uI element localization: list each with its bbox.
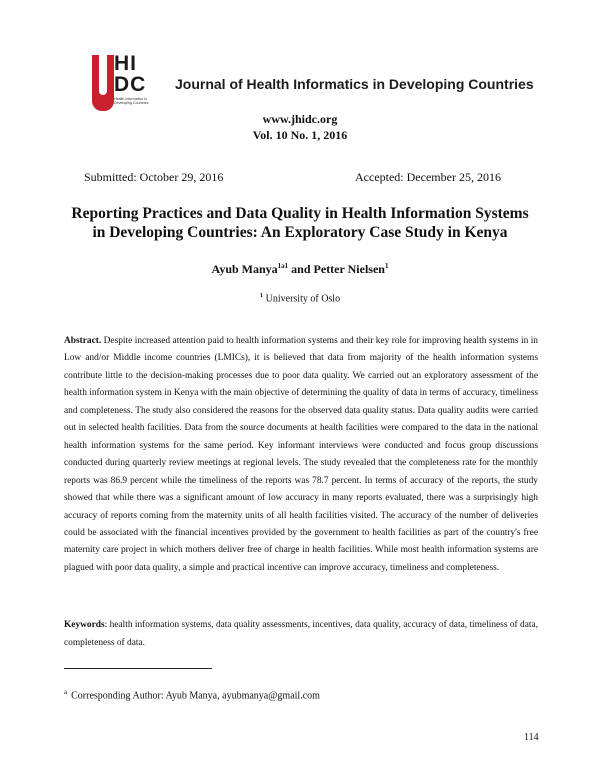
abstract-text: Despite increased attention paid to health information systems and their key role for improving health systems in in Low and/or Middle income countries (LMICs), it is believed that data from majority of the health information systems contribute little to the decision-making processes due to poor data quality. We carried out an exploratory assessment of the health information system in Kenya with the main objective of determining the quality of data in terms of accuracy, timeliness and completeness. The study also considered the reasons for the observed data quality status. Data quality audits were carried out in selected health facilities. Data from the source documents at health facilities were compared to the data in the national health information systems for the same period. Key informant interviews were conducted and focus group discussions conducted during quarterly review meetings at regional levels. The study revealed that the completeness rate for the monthly reports was 86.9 percent while the timeliness of the reports was 78.7 percent. In terms of accuracy of the reports, the study showed that while there was a significant amount of low accuracy in many reports evaluated, there was a surprisingly high accuracy of reports coming from the maternity units of all health facilities visited. The accuracy of the number of deliveries could be associated with the financial incentives provided by the government to health facilities as part of the country's free maternity care project in which mothers deliver free of charge in health facilities. While most health information systems are plagued with poor data quality, a simple and practical incentive can improve accuracy, timeliness and completeness. bbox=[64, 336, 538, 573]
journal-logo bbox=[92, 52, 156, 115]
keywords-text: : health information systems, data quality assessments, incentives, data quality, accuracy of data, timeliness of data, completeness of data. bbox=[64, 620, 538, 648]
footnote-sup: a bbox=[64, 688, 68, 696]
footnote-text: Corresponding Author: Ayub Manya, ayubmanya@gmail.com bbox=[71, 690, 320, 702]
article-title-line1: Reporting Practices and Data Quality in Health Information Systems bbox=[71, 205, 529, 222]
author-separator: and bbox=[288, 262, 314, 276]
footnote bbox=[64, 688, 320, 701]
accepted-date: Accepted: December 25, 2016 bbox=[355, 170, 501, 184]
logo-subtext: Health Informatics in Developing Countries bbox=[114, 97, 149, 106]
author-1: Ayub Manya bbox=[211, 262, 278, 276]
journal-website: www.jhidc.org bbox=[262, 112, 338, 126]
logo-letters-top: HI bbox=[114, 52, 137, 75]
footnote-divider bbox=[64, 668, 212, 669]
page-number: 114 bbox=[524, 732, 539, 743]
article-title-line2: in Developing Countries: An Exploratory Case Study in Kenya bbox=[92, 224, 508, 241]
abstract-label: Abstract. bbox=[64, 336, 102, 346]
abstract bbox=[64, 333, 538, 577]
author-1-sup: 1a1 bbox=[277, 262, 289, 270]
affiliation bbox=[0, 292, 600, 304]
logo-j-mark bbox=[92, 55, 114, 111]
keywords bbox=[64, 616, 538, 652]
author-2: Petter Nielsen bbox=[313, 262, 385, 276]
submitted-date: Submitted: October 29, 2016 bbox=[84, 170, 224, 184]
logo-letters-bottom: DC bbox=[114, 73, 147, 96]
journal-title: Journal of Health Informatics in Developing Countries bbox=[175, 76, 534, 92]
author-2-sup: 1 bbox=[384, 262, 389, 270]
author-list bbox=[0, 262, 600, 277]
affiliation-text: University of Oslo bbox=[263, 293, 341, 305]
keywords-label: Keywords bbox=[64, 620, 105, 630]
affiliation-sup: 1 bbox=[259, 292, 264, 299]
journal-volume: Vol. 10 No. 1, 2016 bbox=[252, 128, 348, 142]
article-title bbox=[0, 204, 600, 242]
